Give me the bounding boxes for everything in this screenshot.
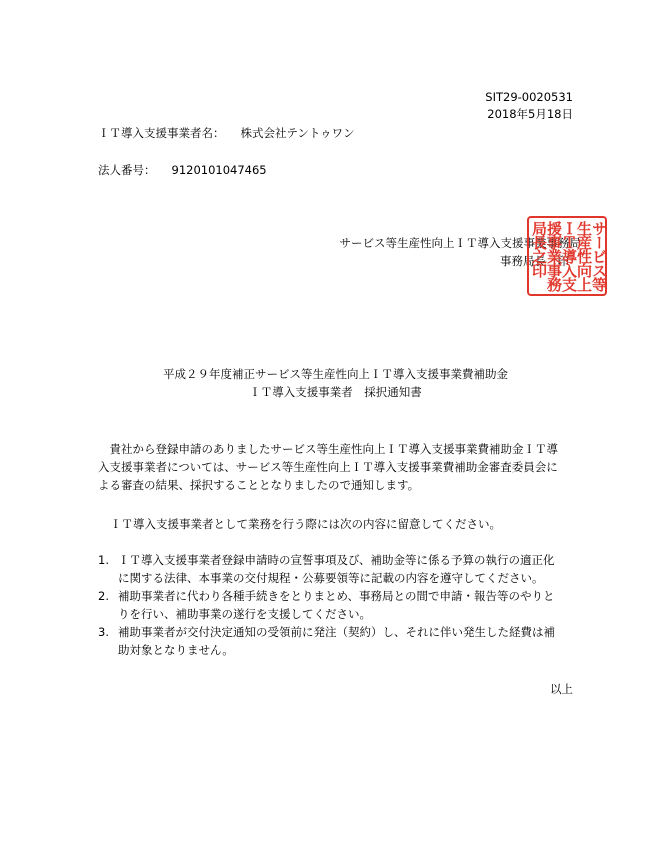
list-item-text: に関する法律、本事業の交付規程・公募要領等に記載の内容を遵守してください。	[118, 571, 544, 585]
document-title-line2: ＩＴ導入支援事業者 採択通知書	[249, 385, 422, 399]
list-item-number: 2.	[98, 589, 109, 603]
list-item-text: りを行い、補助事業の遂行を支援してください。	[118, 607, 371, 621]
recipient-name: 株式会社テントゥワン	[240, 126, 355, 140]
official-seal-stamp	[527, 216, 607, 296]
list-item-text: 助対象となりません。	[118, 643, 234, 657]
list-item-text: ＩＴ導入支援事業者登録申請時の宣誓事項及び、補助金等に係る予算の執行の適正化	[118, 553, 555, 567]
recipient-label: ＩＴ導入支援事業者名：	[98, 126, 225, 140]
corporate-number-value: 9120101047465	[171, 163, 267, 177]
body-line: よる審査の結果、採択することとなりましたので通知します。	[98, 478, 420, 492]
closing-text: 以上	[550, 682, 573, 696]
body-line: 貴社から登録申請のありましたサービス等生産性向上ＩＴ導入支援事業費補助金ＩＴ導	[98, 442, 558, 456]
list-item-number: 1.	[98, 553, 109, 567]
document-title-line1: 平成２９年度補正サービス等生産性向上ＩＴ導入支援事業費補助金	[163, 367, 508, 381]
corporate-number-line	[98, 165, 267, 177]
issuer-department: 事務局長 印	[500, 254, 569, 268]
seal-text-column: ＩＴ導入支	[560, 221, 578, 291]
seal-text-column: 援事業事務	[545, 221, 563, 291]
issue-date: 2018年5月18日	[487, 107, 573, 121]
list-item-text: 補助事業者に代わり各種手続きをとりまとめ、事務局との間で申請・報告等のやりと	[118, 589, 555, 603]
recipient-line	[98, 128, 355, 140]
list-item-text: 補助事業者が交付決定通知の受領前に発注（契約）し、それに伴い発生した経費は補	[118, 625, 555, 639]
body-line: 入支援事業者については、サービス等生産性向上ＩＴ導入支援事業費補助金審査委員会に	[98, 460, 558, 474]
seal-text-column: サービス等	[590, 221, 608, 291]
issuer-organization: サービス等生産性向上ＩＴ導入支援事業事務局	[339, 236, 581, 250]
seal-text-column: 生産性向上	[575, 221, 593, 291]
notice-text: ＩＴ導入支援事業者として業務を行う際には次の内容に留意してください。	[110, 517, 501, 531]
seal-text-column: 局長之印	[530, 221, 548, 277]
document-number: SIT29-0020531	[485, 90, 573, 104]
corporate-number-label: 法人番号：	[98, 163, 156, 177]
list-item-number: 3.	[98, 625, 109, 639]
